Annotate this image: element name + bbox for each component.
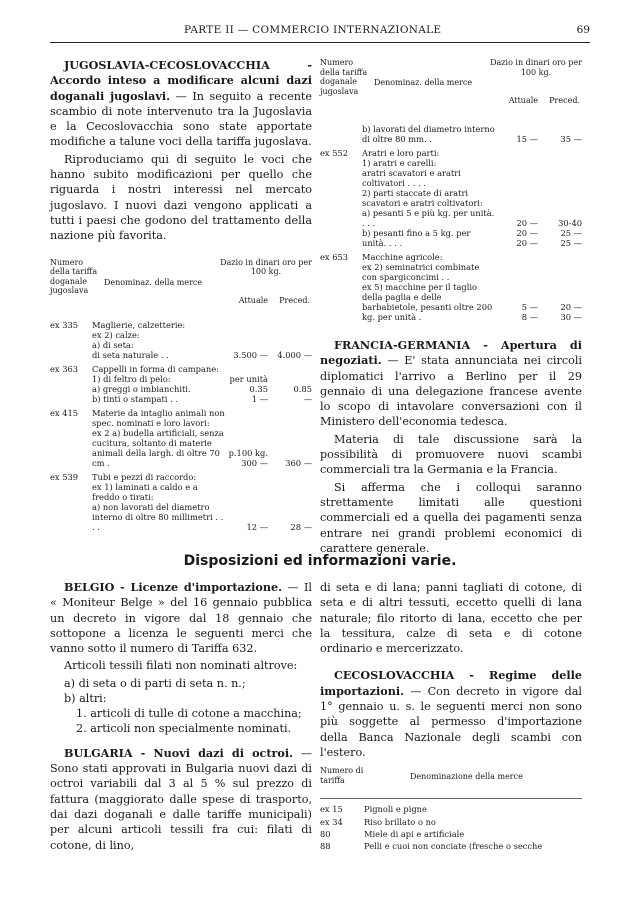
table-row: ex 539 Tubi e pezzi di raccordo: ex 1) laminati a caldo e a freddo o tirati: a) non lavorati del diametro interno di oltre 80 millimetri . . . . 12 — 28 — (50, 471, 312, 532)
table-row: ex 415 Materie da intaglio animali non spec. nominati e loro lavori: ex 2 a) budella artificiali, senza cucitura, soltanto di materie animali della largh. di oltre 70 cm . p.100 kg. 300 — 360 — (50, 407, 312, 468)
table-row: ex 552 Aratri e loro parti: 1) aratri e carelli: aratri scavatori e aratri coltivatori . . . . 2) parti staccate di aratri scavatori e aratri coltivatori: a) pesanti 5 e più kg. per unità. . . . b) pesanti fino a 5 kg. per unità. . . . 20 — 20 — 20 — 30-40 25 — 25 — (320, 148, 582, 248)
bulgaria-title: BULGARIA - Nuovi dazi di octroi. (64, 745, 294, 760)
jugoslavia-para1: — In seguito a recente scambio di note intervenuto tra la Jugoslavia e la Cecoslovacchia sono state apportate modifiche a talune voci della tariffa jugoslava. (50, 89, 313, 149)
page-header (50, 20, 590, 43)
section-title: Disposizioni ed informazioni varie. (183, 553, 457, 569)
francia-title: FRANCIA-GERMANIA - Apertura di negoziati. (320, 338, 582, 368)
col-preced: Preced. (279, 295, 310, 305)
table-row: 80 Miele di api e artificiale (320, 829, 465, 840)
belgio-title: BELGIO - Licenze d'importazione. (64, 580, 283, 594)
col-duty: Dazio in dinari oro per 100 kg. (220, 257, 312, 277)
col-denomination: Denominaz. della merce (104, 277, 203, 287)
cecoslovacchia-title: CECOSLOVACCHIA - Regime delle importazioni. (320, 668, 582, 698)
col-number: Numero della tariffa doganale jugoslava (50, 257, 98, 296)
jugoslavia-article (50, 58, 312, 150)
left-column (50, 58, 312, 532)
jugoslavia-para2: Riproduciamo qui di seguito le voci che hanno subito modificazioni per quello che riguarda i nostri interessi nel mercato jugoslavo. I nuovi dazi vengono applicati a tutti i paesi che godono del trattamento della nazione più favorita. (50, 152, 312, 243)
bottom-right-column: di seta e di lana; panni tagliati di cotone, di seta e di altri tessuti, eccetto quelli di lana naturale; filo ritorto di lana, eccetto che per la tessitura, calze di seta e di cotone ordinario e mercerizzato. CECOSLOVACCHIA - Regime delle importazioni. — Con decreto in vigore dal 1° gennaio u. s. le seguenti merci non sono più soggette al permesso d'importazione della Banca Nazionale degli scambi con l'estero. Numero di tariffa Denominazione della merce ex 15 Pignoli e pigne ex 34 Riso brillato o no 80 Miele di api e artificiale 88 Pelli e cuoi non conciate (fresche o secche (320, 581, 582, 852)
cecoslovacchia-article: CECOSLOVACCHIA - Regime delle importazioni. — Con decreto in vigore dal 1° gennaio u. s. le seguenti merci non sono più soggette al permesso d'importazione della Banca Nazionale degli scambi con l'estero. (320, 668, 582, 759)
col-attuale: Attuale (238, 295, 268, 305)
table-row: ex 363 Cappelli in forma di campane: 1) di feltro di pelo: a) greggi o imbianchiti. b) tinti o stampati . . per unità 0.35 1 — 0.85 — (50, 363, 312, 404)
cecoslovacchia-table-header: Numero di tariffa Denominazione della merce (320, 766, 582, 799)
bulgaria-article: BULGARIA - Nuovi dazi di octroi. — Sono stati approvati in Bulgaria nuovi dazi di octroi variabili dal 3 al 5 % sul prezzo di fattura (maggiorato dalle spese di trasporto, dai dazi doganali e dalle tariffe municipali) per alcuni articoli tessili fra cui: filati di cotone, di lino, (50, 745, 312, 852)
table-row: ex 653 Macchine agricole: ex 2) seminatrici combinate con spargiconcimi . . ex 5) macchine per il taglio della paglia e delle barbabietole, pesanti oltre 200 kg. per unità . 5 — 8 — 20 — 30 — (320, 252, 582, 322)
table-row: ex 34 Riso brillato o no (320, 816, 436, 827)
table-row: 88 Pelli e cuoi non conciate (fresche o secche (320, 841, 543, 852)
belgio-article: BELGIO - Licenze d'importazione. — Il « Moniteur Belge » del 16 gennaio pubblica un decreto in vigore dal 18 gennaio che sottopone a licenza le seguenti merci che vanno sotto il numero di Tariffa 632. (50, 580, 312, 656)
jugoslavia-title: JUGOSLAVIA-CECOSLOVACCHIA - Accordo inteso a modificare alcuni dazi doganali jugoslavi. (50, 58, 312, 103)
table-row: b) lavorati del diametro interno di oltre 80 mm. . 15 — 35 — (362, 124, 582, 144)
running-title: PARTE II — COMMERCIO INTERNAZIONALE (184, 24, 442, 36)
right-column: Numero della tariffa doganale jugoslava Denominaz. della merce Dazio in dinari oro per 100 kg. Attuale Preced. b) lavorati del diametro interno di oltre 80 mm. . 15 — 35 — ex 552 Aratri e loro parti: 1) aratri e carelli: aratri scavatori e aratri coltivatori . . . . 2) parti staccate di aratri scavatori e aratri coltivatori: a) pesanti 5 e più kg. per unità. . . . b) pesanti fino a 5 kg. per unità. . . . 20 — 20 — 20 — 30-40 25 — 25 — ex 653 Macchine agricole: ex 2) seminatrici combinate con spargiconcimi . . ex 5) macchine per il taglio della paglia e delle barbabietole, pesanti oltre 200 kg. per unità . 5 — 8 — 20 — 30 — FRANCIA-GERMANIA - Apertura di negoziati. — E' stata annunciata nei circoli diplomatici l'arrivo a Berlino per il 29 gennaio di una delegazione francese avente lo scopo di intavolare conversazioni con il Ministero dell'economia tedesca. Materia di tale discussione sarà la possibilità di promuovere nuovi scambi commerciali tra la Germania e la Francia. Si afferma che i colloqui saranno strettamente limitati alle questioni commerciali ed a quella dei pagamenti senza entrare nei grandi problemi economici di carattere generale. (320, 58, 582, 555)
table-row: ex 15 Pignoli e pigne (320, 804, 427, 815)
page-number: 69 (576, 24, 590, 36)
francia-article: FRANCIA-GERMANIA - Apertura di negoziati. — E' stata annunciata nei circoli diplomatici l'arrivo a Berlino per il 29 gennaio di una delegazione francese avente lo scopo di intavolare conversazioni con il Ministero dell'economia tedesca. (320, 338, 582, 429)
bottom-left-column: BELGIO - Licenze d'importazione. — Il « Moniteur Belge » del 16 gennaio pubblica un decreto in vigore dal 18 gennaio che sottopone a licenza le seguenti merci che vanno sotto il numero di Tariffa 632. Articoli tessili filati non nominati altrove: a) di seta o di parti di seta n. n.; b) altri: 1. articoli di tulle di cotone a macchina; 2. articoli non specialmente nominati. BULGARIA - Nuovi dazi di octroi. — Sono stati approvati in Bulgaria nuovi dazi di octroi variabili dal 3 al 5 % sul prezzo di fattura (maggiorato dalle spese di trasporto, dai dazi doganali e dalle tariffe municipali) per alcuni articoli tessili fra cui: filati di cotone, di lino, (50, 580, 312, 852)
tariff-table-header-cont: Numero della tariffa doganale jugoslava Denominaz. della merce Dazio in dinari oro per 100 kg. Attuale Preced. (320, 58, 582, 105)
table-row: ex 335 Maglierie, calzetterie: ex 2) calze: a) di seta: di seta naturale . . 3.500 — 4.000 — (50, 319, 312, 360)
tariff-table-header (50, 258, 312, 320)
